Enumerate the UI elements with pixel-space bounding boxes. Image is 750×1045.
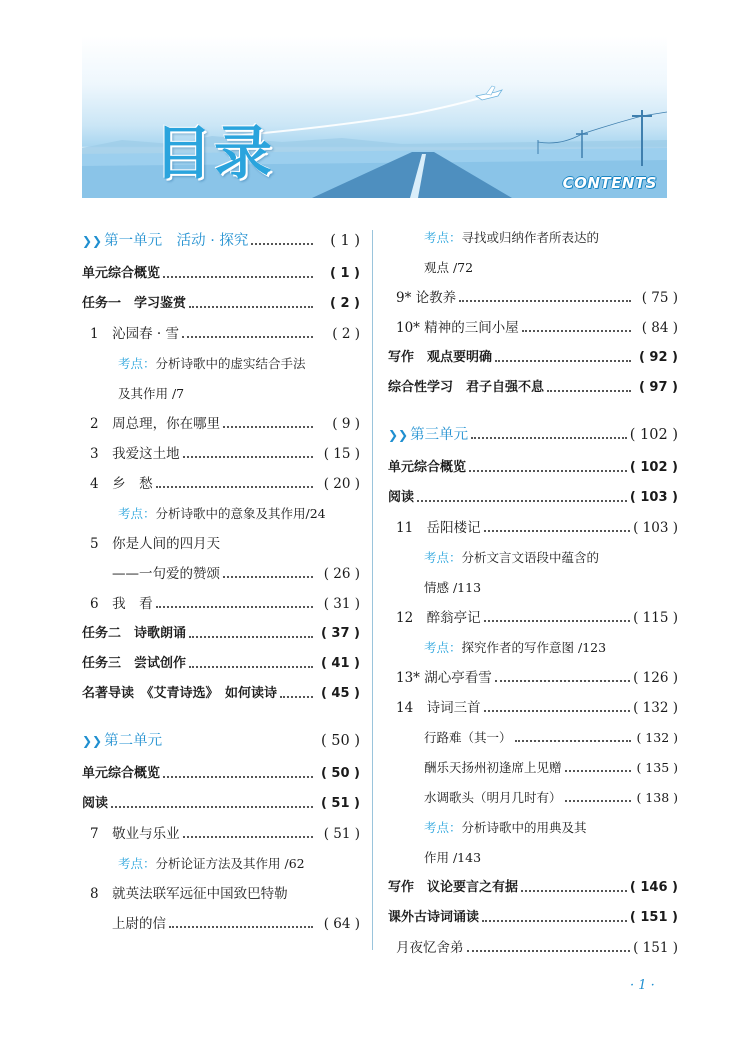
toc-entry[interactable]: 10* 精神的三间小屋 ( 84 )	[396, 320, 678, 336]
double-chevron-icon: ❯❯	[82, 234, 103, 248]
toc-entry[interactable]: 14 诗词三首 ( 132 )	[396, 700, 678, 716]
toc-entry[interactable]: 酬乐天扬州初逢席上见赠 ( 135 )	[424, 760, 678, 775]
toc-entry[interactable]: 任务一 学习鉴赏 ( 2 )	[82, 296, 360, 311]
toc-unit-3[interactable]: ❯❯ 第三单元 ( 102 )	[388, 427, 678, 443]
toc-entry[interactable]: 阅读 ( 103 )	[388, 490, 678, 505]
toc-unit-2[interactable]: ❯❯ 第二单元 ( 50 )	[82, 733, 360, 749]
double-chevron-icon: ❯❯	[82, 734, 103, 748]
exam-point: 考点：探究作者的写作意图 /123	[424, 640, 607, 655]
toc-entry[interactable]: 课外古诗词诵读 ( 151 )	[388, 910, 678, 925]
toc-entry[interactable]: 写作 议论要言之有据 ( 146 )	[388, 880, 678, 895]
toc-entry[interactable]: 7 敬业与乐业 ( 51 )	[90, 826, 360, 842]
exam-point-cont: 观点 /72	[424, 260, 474, 275]
toc-entry[interactable]: 1 沁园春 · 雪 ( 2 )	[90, 326, 360, 342]
toc-entry[interactable]: 12 醉翁亭记 ( 115 )	[396, 610, 678, 626]
toc-entry[interactable]: 2 周总理，你在哪里 ( 9 )	[90, 416, 360, 432]
toc-entry[interactable]: 月夜忆舍弟 ( 151 )	[396, 940, 678, 956]
toc-entry[interactable]: 写作 观点要明确 ( 92 )	[388, 350, 678, 365]
toc-left-column	[82, 223, 360, 939]
exam-point: 考点：分析诗歌中的用典及其	[424, 820, 587, 835]
page-ref: ( 1 )	[330, 233, 360, 249]
toc-entry[interactable]: 9* 论教养 ( 75 )	[396, 290, 678, 306]
exam-point: 考点：分析论证方法及其作用 /62	[118, 856, 305, 871]
toc-entry[interactable]: 水调歌头（明月几时有） ( 138 )	[424, 790, 678, 805]
toc-entry[interactable]: 行路难（其一） ( 132 )	[424, 730, 678, 745]
toc-entry[interactable]: 6 我 看 ( 31 )	[90, 596, 360, 612]
exam-point-cont: 情感 /113	[424, 580, 482, 595]
page-number: · 1 ·	[630, 978, 655, 993]
toc-entry[interactable]: 综合性学习 君子自强不息 ( 97 )	[388, 380, 678, 395]
exam-point: 考点：寻找或归纳作者所表达的	[424, 230, 600, 245]
toc-entry[interactable]: 任务二 诗歌朗诵 ( 37 )	[82, 626, 360, 641]
column-divider	[372, 230, 373, 950]
toc-entry[interactable]: 4 乡 愁 ( 20 )	[90, 476, 360, 492]
page-title: 目录	[154, 119, 275, 187]
toc-entry[interactable]: ——一句爱的赞颂 ( 26 )	[112, 566, 360, 582]
toc-entry[interactable]: 单元综合概览 ( 50 )	[82, 766, 360, 781]
exam-point: 考点：分析诗歌中的意象及其作用/24	[118, 506, 326, 521]
toc-entry[interactable]: 上尉的信 ( 64 )	[112, 916, 360, 932]
toc-entry[interactable]: 名著导读 《艾青诗选》 如何读诗 ( 45 )	[82, 686, 360, 701]
toc-entry[interactable]: 任务三 尝试创作 ( 41 )	[82, 656, 360, 671]
toc-entry[interactable]: 3 我爱这土地 ( 15 )	[90, 446, 360, 462]
toc-right-column	[388, 223, 678, 963]
contents-subtitle: CONTENTS	[562, 174, 657, 192]
leader-dots	[251, 242, 313, 245]
header-banner	[82, 36, 667, 198]
toc-unit-1[interactable]: ❯❯ 第一单元 活动 · 探究 ( 1 )	[82, 223, 360, 259]
exam-point-cont: 作用 /143	[424, 850, 482, 865]
toc-entry[interactable]: 阅读 ( 51 )	[82, 796, 360, 811]
toc-entry[interactable]: 11 岳阳楼记 ( 103 )	[396, 520, 678, 536]
toc-entry[interactable]: 13* 湖心亭看雪 ( 126 )	[396, 670, 678, 686]
toc-entry[interactable]: 单元综合概览 ( 102 )	[388, 460, 678, 475]
exam-point: 考点：分析文言文语段中蕴含的	[424, 550, 600, 565]
toc-entry[interactable]: 单元综合概览 ( 1 )	[82, 266, 360, 281]
double-chevron-icon: ❯❯	[388, 428, 409, 442]
exam-point-cont: 及其作用 /7	[118, 386, 185, 401]
toc-entry[interactable]: 5 你是人间的四月天	[90, 536, 221, 552]
exam-point: 考点：分析诗歌中的虚实结合手法	[118, 356, 306, 371]
toc-entry[interactable]: 8 就英法联军远征中国致巴特勒	[90, 886, 288, 902]
